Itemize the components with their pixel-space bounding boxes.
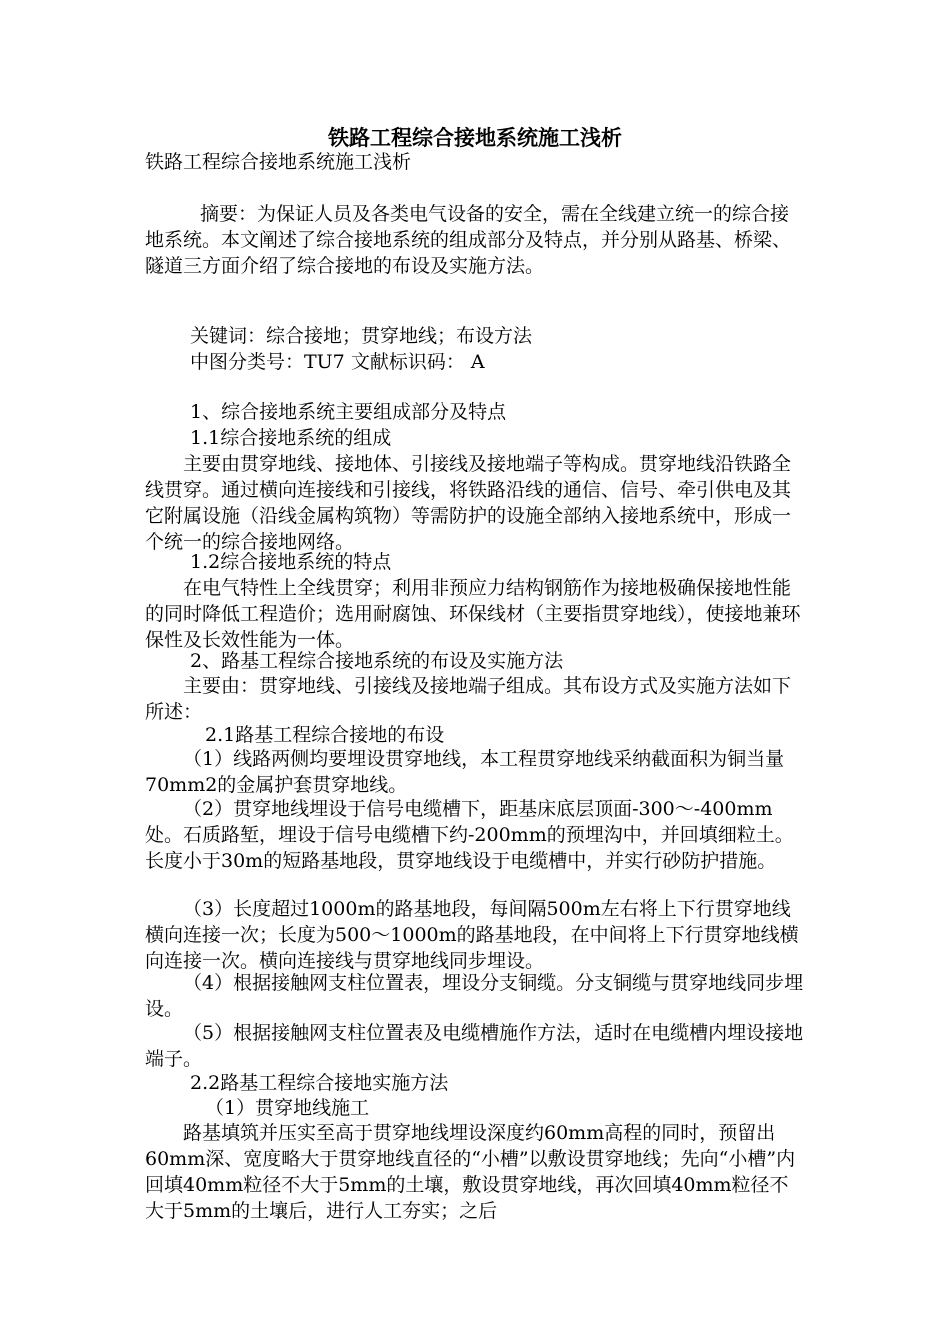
abstract-paragraph: 摘要：为保证人员及各类电气设备的安全，需在全线建立统一的综合接地系统。本文阐述了综合接地系统的组成部分及特点，并分别从路基、桥梁、隧道三方面介绍了综合接地的布设及实施方法。	[145, 203, 792, 277]
paragraph-1-2: 在电气特性上全线贯穿；利用非预应力结构钢筋作为接地极确保接地性能的同时降低工程造价；选用耐腐蚀、环保线材（主要指贯穿地线），使接地兼环保性及长效性能为一体。	[145, 577, 801, 651]
section-heading-2: 2、路基工程综合接地系统的布设及实施方法	[190, 650, 564, 672]
subsection-heading-1: （1）贯穿地线施工	[205, 1097, 370, 1119]
section-heading-1: 1、综合接地系统主要组成部分及特点	[190, 401, 507, 423]
document-subtitle: 铁路工程综合接地系统施工浅析	[145, 151, 412, 173]
list-item-5: （5）根据接触网支柱位置表及电缆槽施作方法，适时在电缆槽内埋设接地端子。	[145, 1022, 804, 1070]
section-heading-2-1: 2.1路基工程综合接地的布设	[205, 724, 445, 746]
classification-line: 中图分类号：TU7 文献标识码： A	[190, 351, 485, 373]
paragraph-1-1: 主要由贯穿地线、接地体、引接线及接地端子等构成。贯穿地线沿铁路全线贯穿。通过横向连接线和引接线，将铁路沿线的通信、信号、牵引供电及其它附属设施（沿线金属构筑物）等需防护的设施全部纳入接地系统中，形成一个统一的综合接地网络。	[145, 453, 792, 553]
paragraph-sub-1: 路基填筑并压实至高于贯穿地线埋设深度约60mm高程的同时，预留出60mm深、宽度略大于贯穿地线直径的“小槽”以敷设贯穿地线；先向“小槽”内回填40mm粒径不大于5mm的土壤，敷设贯穿地线，再次回填40mm粒径不大于5mm的土壤后，进行人工夯实；之后	[145, 1122, 796, 1222]
list-item-2: （2）贯穿地线埋设于信号电缆槽下，距基床底层顶面-300～-400mm处。石质路堑，埋设于信号电缆槽下约-200mm的预埋沟中，并回填细粒土。长度小于30m的短路基地段，贯穿地线设于电缆槽中，并实行砂防护措施。	[145, 798, 794, 872]
section-heading-2-2: 2.2路基工程综合接地实施方法	[190, 1072, 449, 1094]
section-heading-1-1: 1.1综合接地系统的组成	[190, 427, 392, 449]
paragraph-2: 主要由：贯穿地线、引接线及接地端子组成。其布设方式及实施方法如下所述：	[145, 675, 792, 723]
keywords-line: 关键词：综合接地；贯穿地线；布设方法	[190, 325, 533, 347]
section-heading-1-2: 1.2综合接地系统的特点	[190, 551, 392, 573]
list-item-4: （4）根据接触网支柱位置表，埋设分支铜缆。分支铜缆与贯穿地线同步埋设。	[145, 972, 804, 1020]
list-item-3: （3）长度超过1000m的路基地段，每间隔500m左右将上下行贯穿地线横向连接一次；长度为500～1000m的路基地段，在中间将上下行贯穿地线横向连接一次。横向连接线与贯穿地线同步埋设。	[145, 898, 799, 972]
document-title: 铁路工程综合接地系统施工浅析	[328, 125, 622, 150]
list-item-1: （1）线路两侧均要埋设贯穿地线，本工程贯穿地线采纳截面积为铜当量70mm2的金属护套贯穿地线。	[145, 748, 785, 796]
